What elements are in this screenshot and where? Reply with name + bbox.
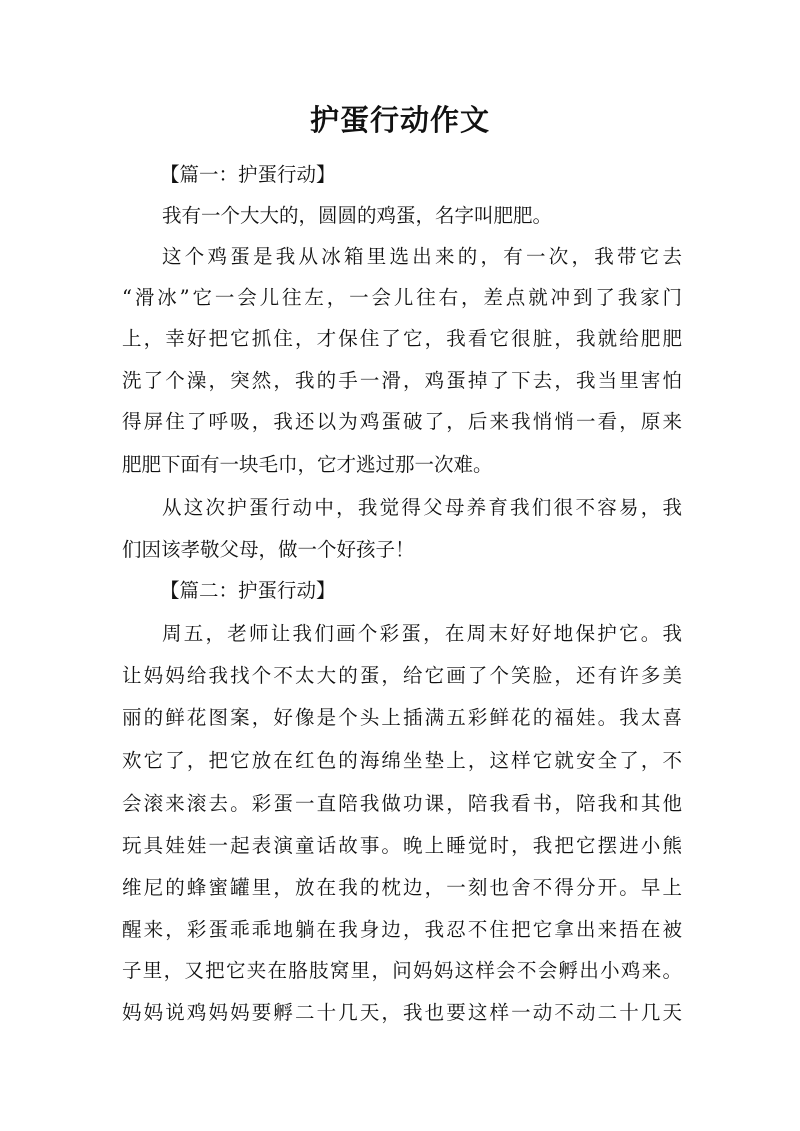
paragraph-line: 们因该孝敬父母，做一个好孩子！ (122, 538, 415, 561)
paragraph-line: 我有一个大大的，圆圆的鸡蛋，名字叫肥肥。 (162, 204, 553, 227)
paragraph-line: 丽的鲜花图案，好像是个头上插满五彩鲜花的福娃。我太喜 (122, 706, 682, 729)
paragraph-line: 从这次护蛋行动中，我觉得父母养育我们很不容易，我 (162, 496, 682, 519)
paragraph-line: 肥肥下面有一块毛巾，它才逃过那一次难。 (122, 453, 493, 476)
paragraph-line: 得屏住了呼吸，我还以为鸡蛋破了，后来我悄悄一看，原来 (122, 410, 682, 433)
paragraph-line: 玩具娃娃一起表演童话故事。晚上睡觉时，我把它摆进小熊 (122, 834, 682, 857)
section-heading-2: 【篇二：护蛋行动】 (160, 579, 336, 602)
paragraph-line: 这个鸡蛋是我从冰箱里选出来的，有一次，我带它去 (162, 245, 682, 268)
section-heading-1: 【篇一：护蛋行动】 (160, 163, 336, 186)
paragraph-line: 周五，老师让我们画个彩蛋，在周末好好地保护它。我 (162, 622, 682, 645)
paragraph-line: 上，幸好把它抓住，才保住了它，我看它很脏，我就给肥肥 (122, 327, 682, 350)
paragraph-line: 会滚来滚去。彩蛋一直陪我做功课，陪我看书，陪我和其他 (122, 792, 682, 815)
paragraph-line: 洗了个澡，突然，我的手一滑，鸡蛋掉了下去，我当里害怕 (122, 369, 682, 392)
document-title: 护蛋行动作文 (309, 103, 490, 137)
paragraph-line: 让妈妈给我找个不太大的蛋，给它画了个笑脸，还有许多美 (122, 664, 682, 687)
paragraph-line: 欢它了，把它放在红色的海绵坐垫上，这样它就安全了，不 (122, 749, 682, 772)
paragraph-line: 妈妈说鸡妈妈要孵二十几天，我也要这样一动不动二十几天 (122, 1001, 682, 1024)
paragraph-line: 醒来，彩蛋乖乖地躺在我身边，我忍不住把它拿出来捂在被 (122, 918, 682, 941)
paragraph-line: 维尼的蜂蜜罐里，放在我的枕边，一刻也舍不得分开。早上 (122, 876, 682, 899)
paragraph-line: 子里，又把它夹在胳肢窝里，问妈妈这样会不会孵出小鸡来。 (122, 959, 682, 982)
paragraph-line: “滑冰”它一会儿往左，一会儿往右，差点就冲到了我家门 (122, 286, 682, 309)
